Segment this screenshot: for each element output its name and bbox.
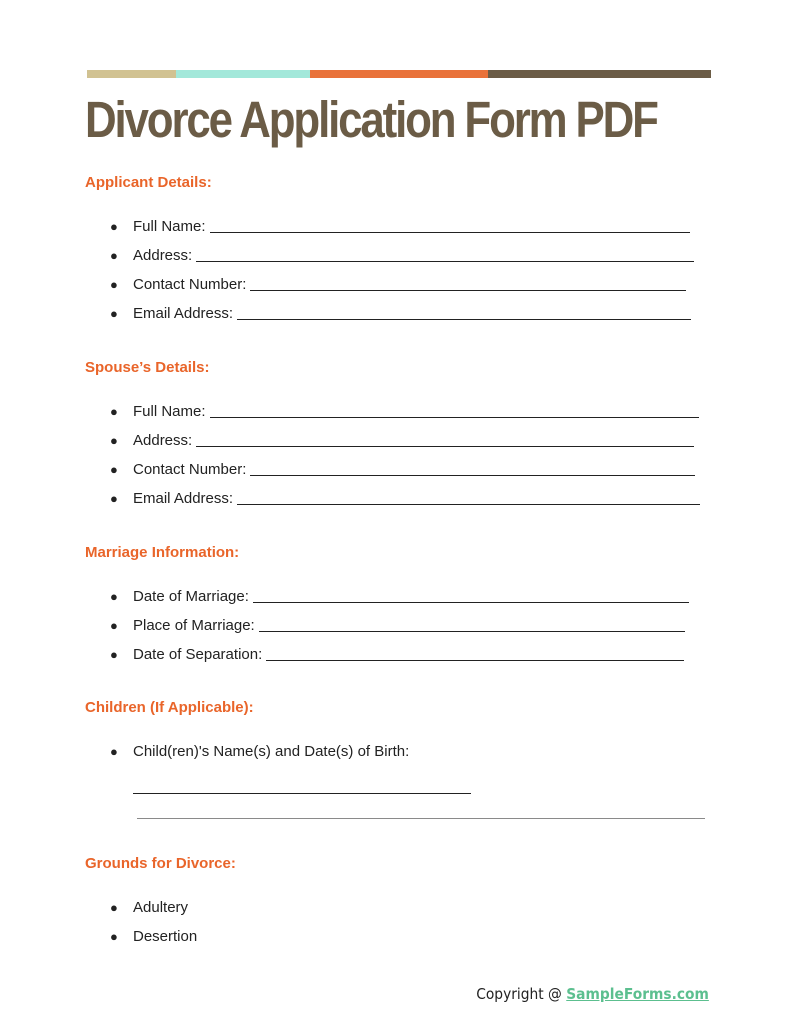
field-label: Email Address: [133,490,234,507]
marriage-information-list [110,588,689,675]
field-label: Address: [133,432,193,449]
field-label: Date of Separation: [133,646,263,663]
children-names-blank[interactable] [133,793,471,794]
field-label: Full Name: [133,403,206,420]
bullet-icon: ● [110,618,118,633]
color-bar-segment-mint [176,70,310,78]
list-item [110,928,197,957]
list-item [110,432,700,461]
decorative-color-bar [87,70,711,78]
field-label: Place of Marriage: [133,617,255,634]
page-title: Divorce Application Form PDF [85,91,657,148]
list-item [110,276,694,305]
section-heading-spouse: Spouse’s Details: [85,359,210,376]
list-item [110,743,409,772]
section-heading-marriage: Marriage Information: [85,544,240,561]
bullet-icon: ● [110,647,118,662]
applicant-contact-number-blank[interactable] [250,278,686,291]
spouse-email-blank[interactable] [237,492,700,505]
spouse-contact-number-blank[interactable] [250,463,695,476]
field-label: Child(ren)'s Name(s) and Date(s) of Birth: [133,743,410,760]
bullet-icon: ● [110,404,118,419]
children-list [110,743,409,772]
bullet-icon: ● [110,219,118,234]
list-item [110,899,197,928]
date-of-separation-blank[interactable] [266,648,684,661]
list-item [110,247,694,276]
applicant-email-blank[interactable] [237,307,691,320]
list-item [110,305,694,334]
bullet-icon: ● [110,589,118,604]
list-item [110,646,689,675]
field-label: Full Name: [133,218,206,235]
bullet-icon: ● [110,462,118,477]
list-item [110,461,700,490]
list-item [110,490,700,519]
list-item [110,403,700,432]
field-label: Email Address: [133,305,234,322]
spouse-full-name-blank[interactable] [210,405,699,418]
place-of-marriage-blank[interactable] [259,619,685,632]
date-of-marriage-blank[interactable] [253,590,689,603]
applicant-address-blank[interactable] [196,249,694,262]
ground-label: Desertion [133,928,198,945]
ground-label: Adultery [133,899,189,916]
horizontal-divider [137,818,705,819]
section-heading-applicant: Applicant Details: [85,174,212,191]
field-label: Address: [133,247,193,264]
bullet-icon: ● [110,744,118,759]
section-heading-children: Children (If Applicable): [85,699,254,716]
bullet-icon: ● [110,900,118,915]
bullet-icon: ● [110,929,118,944]
brand-link[interactable]: SampleForms.com [566,985,709,1003]
field-label: Date of Marriage: [133,588,249,605]
applicant-details-list [110,218,694,334]
field-label: Contact Number: [133,276,247,293]
copyright-text: Copyright @ [476,985,567,1003]
grounds-list [110,899,197,957]
bullet-icon: ● [110,433,118,448]
list-item [110,617,689,646]
color-bar-segment-orange [310,70,488,78]
spouse-address-blank[interactable] [196,434,694,447]
bullet-icon: ● [110,491,118,506]
applicant-full-name-blank[interactable] [210,220,690,233]
field-label: Contact Number: [133,461,247,478]
color-bar-segment-brown [488,70,711,78]
list-item [110,588,689,617]
bullet-icon: ● [110,248,118,263]
bullet-icon: ● [110,277,118,292]
color-bar-segment-tan [87,70,176,78]
bullet-icon: ● [110,306,118,321]
list-item [110,218,694,247]
section-heading-grounds: Grounds for Divorce: [85,855,236,872]
copyright-footer [476,985,709,1003]
spouse-details-list [110,403,700,519]
